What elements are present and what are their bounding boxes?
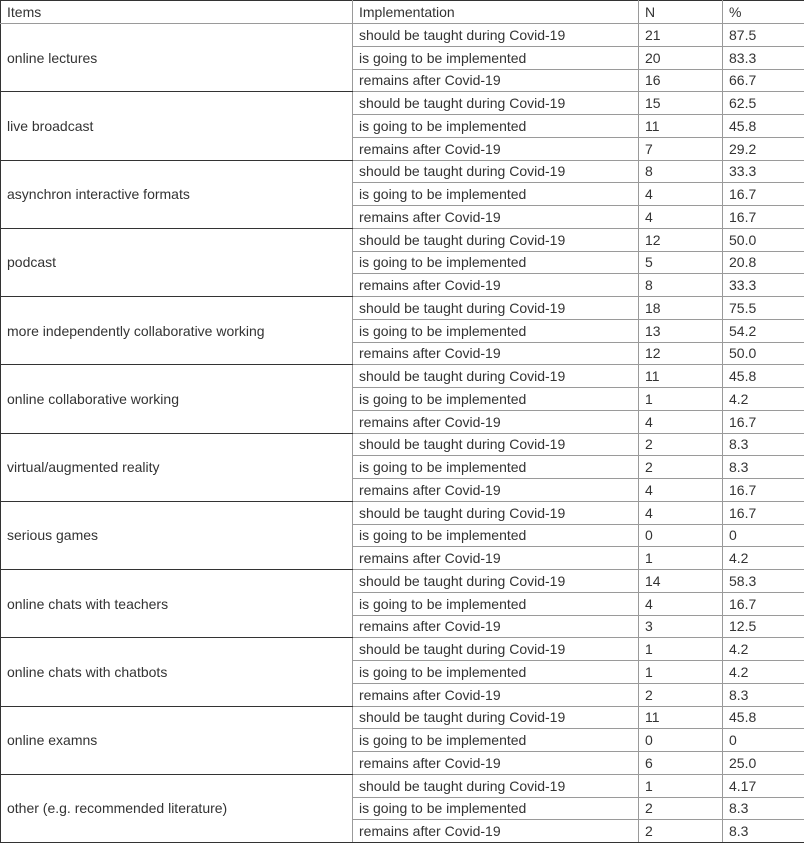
table-row bbox=[1, 706, 804, 729]
implementation-cell: should be taught during Covid-19 bbox=[353, 365, 639, 388]
percent-cell: 33.3 bbox=[723, 274, 804, 297]
n-cell: 0 bbox=[639, 524, 723, 547]
item-label: podcast bbox=[1, 228, 353, 296]
header-items: Items bbox=[1, 1, 353, 24]
percent-cell: 16.7 bbox=[723, 501, 804, 524]
n-cell: 5 bbox=[639, 251, 723, 274]
n-cell: 1 bbox=[639, 638, 723, 661]
item-label: online chats with teachers bbox=[1, 570, 353, 638]
implementation-cell: remains after Covid-19 bbox=[353, 820, 639, 843]
table-row bbox=[1, 228, 804, 251]
percent-cell: 16.7 bbox=[723, 592, 804, 615]
implementation-cell: is going to be implemented bbox=[353, 46, 639, 69]
n-cell: 20 bbox=[639, 46, 723, 69]
implementation-cell: should be taught during Covid-19 bbox=[353, 570, 639, 593]
item-label: more independently collaborative working bbox=[1, 297, 353, 365]
implementation-cell: should be taught during Covid-19 bbox=[353, 228, 639, 251]
header-n: N bbox=[639, 1, 723, 24]
percent-cell: 8.3 bbox=[723, 820, 804, 843]
n-cell: 16 bbox=[639, 69, 723, 92]
table-row bbox=[1, 297, 804, 320]
item-label: live broadcast bbox=[1, 92, 353, 160]
n-cell: 11 bbox=[639, 365, 723, 388]
n-cell: 6 bbox=[639, 752, 723, 775]
n-cell: 11 bbox=[639, 706, 723, 729]
n-cell: 4 bbox=[639, 592, 723, 615]
table-row bbox=[1, 433, 804, 456]
percent-cell: 20.8 bbox=[723, 251, 804, 274]
percent-cell: 16.7 bbox=[723, 410, 804, 433]
table-row bbox=[1, 638, 804, 661]
implementation-cell: is going to be implemented bbox=[353, 319, 639, 342]
implementation-cell: remains after Covid-19 bbox=[353, 615, 639, 638]
table-row bbox=[1, 501, 804, 524]
percent-cell: 4.17 bbox=[723, 774, 804, 797]
n-cell: 1 bbox=[639, 774, 723, 797]
item-label: online collaborative working bbox=[1, 365, 353, 433]
item-label: other (e.g. recommended literature) bbox=[1, 774, 353, 842]
header-row bbox=[1, 1, 804, 24]
percent-cell: 8.3 bbox=[723, 683, 804, 706]
percent-cell: 4.2 bbox=[723, 388, 804, 411]
percent-cell: 45.8 bbox=[723, 115, 804, 138]
percent-cell: 0 bbox=[723, 524, 804, 547]
n-cell: 2 bbox=[639, 797, 723, 820]
item-label: online lectures bbox=[1, 24, 353, 92]
implementation-cell: remains after Covid-19 bbox=[353, 410, 639, 433]
implementation-cell: should be taught during Covid-19 bbox=[353, 774, 639, 797]
table-row bbox=[1, 570, 804, 593]
n-cell: 1 bbox=[639, 388, 723, 411]
percent-cell: 50.0 bbox=[723, 342, 804, 365]
table-row bbox=[1, 24, 804, 47]
n-cell: 4 bbox=[639, 206, 723, 229]
implementation-cell: is going to be implemented bbox=[353, 251, 639, 274]
percent-cell: 62.5 bbox=[723, 92, 804, 115]
implementation-cell: is going to be implemented bbox=[353, 183, 639, 206]
percent-cell: 29.2 bbox=[723, 137, 804, 160]
header-implementation: Implementation bbox=[353, 1, 639, 24]
n-cell: 18 bbox=[639, 297, 723, 320]
percent-cell: 45.8 bbox=[723, 706, 804, 729]
n-cell: 1 bbox=[639, 547, 723, 570]
implementation-cell: is going to be implemented bbox=[353, 797, 639, 820]
n-cell: 3 bbox=[639, 615, 723, 638]
implementation-cell: is going to be implemented bbox=[353, 592, 639, 615]
item-label: virtual/augmented reality bbox=[1, 433, 353, 501]
implementation-cell: remains after Covid-19 bbox=[353, 683, 639, 706]
percent-cell: 4.2 bbox=[723, 547, 804, 570]
header-percent: % bbox=[723, 1, 804, 24]
implementation-cell: is going to be implemented bbox=[353, 524, 639, 547]
percent-cell: 8.3 bbox=[723, 797, 804, 820]
table-row bbox=[1, 365, 804, 388]
percent-cell: 25.0 bbox=[723, 752, 804, 775]
percent-cell: 8.3 bbox=[723, 433, 804, 456]
item-label: serious games bbox=[1, 501, 353, 569]
n-cell: 12 bbox=[639, 228, 723, 251]
table-row bbox=[1, 160, 804, 183]
percent-cell: 33.3 bbox=[723, 160, 804, 183]
percent-cell: 4.2 bbox=[723, 661, 804, 684]
implementation-cell: is going to be implemented bbox=[353, 661, 639, 684]
implementation-cell: remains after Covid-19 bbox=[353, 342, 639, 365]
percent-cell: 16.7 bbox=[723, 479, 804, 502]
percent-cell: 50.0 bbox=[723, 228, 804, 251]
percent-cell: 12.5 bbox=[723, 615, 804, 638]
n-cell: 2 bbox=[639, 456, 723, 479]
n-cell: 4 bbox=[639, 479, 723, 502]
percent-cell: 66.7 bbox=[723, 69, 804, 92]
implementation-cell: is going to be implemented bbox=[353, 456, 639, 479]
n-cell: 0 bbox=[639, 729, 723, 752]
n-cell: 7 bbox=[639, 137, 723, 160]
implementation-cell: remains after Covid-19 bbox=[353, 752, 639, 775]
implementation-cell: should be taught during Covid-19 bbox=[353, 24, 639, 47]
n-cell: 2 bbox=[639, 820, 723, 843]
n-cell: 8 bbox=[639, 160, 723, 183]
n-cell: 1 bbox=[639, 661, 723, 684]
implementation-cell: remains after Covid-19 bbox=[353, 137, 639, 160]
percent-cell: 0 bbox=[723, 729, 804, 752]
implementation-cell: remains after Covid-19 bbox=[353, 547, 639, 570]
percent-cell: 83.3 bbox=[723, 46, 804, 69]
n-cell: 4 bbox=[639, 501, 723, 524]
percent-cell: 45.8 bbox=[723, 365, 804, 388]
percent-cell: 87.5 bbox=[723, 24, 804, 47]
n-cell: 21 bbox=[639, 24, 723, 47]
n-cell: 2 bbox=[639, 433, 723, 456]
implementation-cell: is going to be implemented bbox=[353, 729, 639, 752]
implementation-cell: should be taught during Covid-19 bbox=[353, 706, 639, 729]
n-cell: 15 bbox=[639, 92, 723, 115]
percent-cell: 4.2 bbox=[723, 638, 804, 661]
implementation-cell: should be taught during Covid-19 bbox=[353, 92, 639, 115]
percent-cell: 8.3 bbox=[723, 456, 804, 479]
n-cell: 14 bbox=[639, 570, 723, 593]
implementation-cell: remains after Covid-19 bbox=[353, 479, 639, 502]
item-label: asynchron interactive formats bbox=[1, 160, 353, 228]
implementation-cell: should be taught during Covid-19 bbox=[353, 501, 639, 524]
percent-cell: 16.7 bbox=[723, 206, 804, 229]
implementation-cell: should be taught during Covid-19 bbox=[353, 433, 639, 456]
implementation-cell: remains after Covid-19 bbox=[353, 69, 639, 92]
n-cell: 4 bbox=[639, 410, 723, 433]
percent-cell: 54.2 bbox=[723, 319, 804, 342]
n-cell: 8 bbox=[639, 274, 723, 297]
implementation-cell: is going to be implemented bbox=[353, 388, 639, 411]
percent-cell: 58.3 bbox=[723, 570, 804, 593]
item-label: online examns bbox=[1, 706, 353, 774]
item-label: online chats with chatbots bbox=[1, 638, 353, 706]
n-cell: 4 bbox=[639, 183, 723, 206]
n-cell: 12 bbox=[639, 342, 723, 365]
table-body bbox=[1, 24, 804, 843]
implementation-cell: remains after Covid-19 bbox=[353, 274, 639, 297]
n-cell: 2 bbox=[639, 683, 723, 706]
implementation-cell: should be taught during Covid-19 bbox=[353, 297, 639, 320]
implementation-cell: should be taught during Covid-19 bbox=[353, 160, 639, 183]
n-cell: 11 bbox=[639, 115, 723, 138]
implementation-cell: should be taught during Covid-19 bbox=[353, 638, 639, 661]
table-row bbox=[1, 92, 804, 115]
percent-cell: 75.5 bbox=[723, 297, 804, 320]
implementation-cell: is going to be implemented bbox=[353, 115, 639, 138]
n-cell: 13 bbox=[639, 319, 723, 342]
percent-cell: 16.7 bbox=[723, 183, 804, 206]
implementation-cell: remains after Covid-19 bbox=[353, 206, 639, 229]
table-row bbox=[1, 774, 804, 797]
